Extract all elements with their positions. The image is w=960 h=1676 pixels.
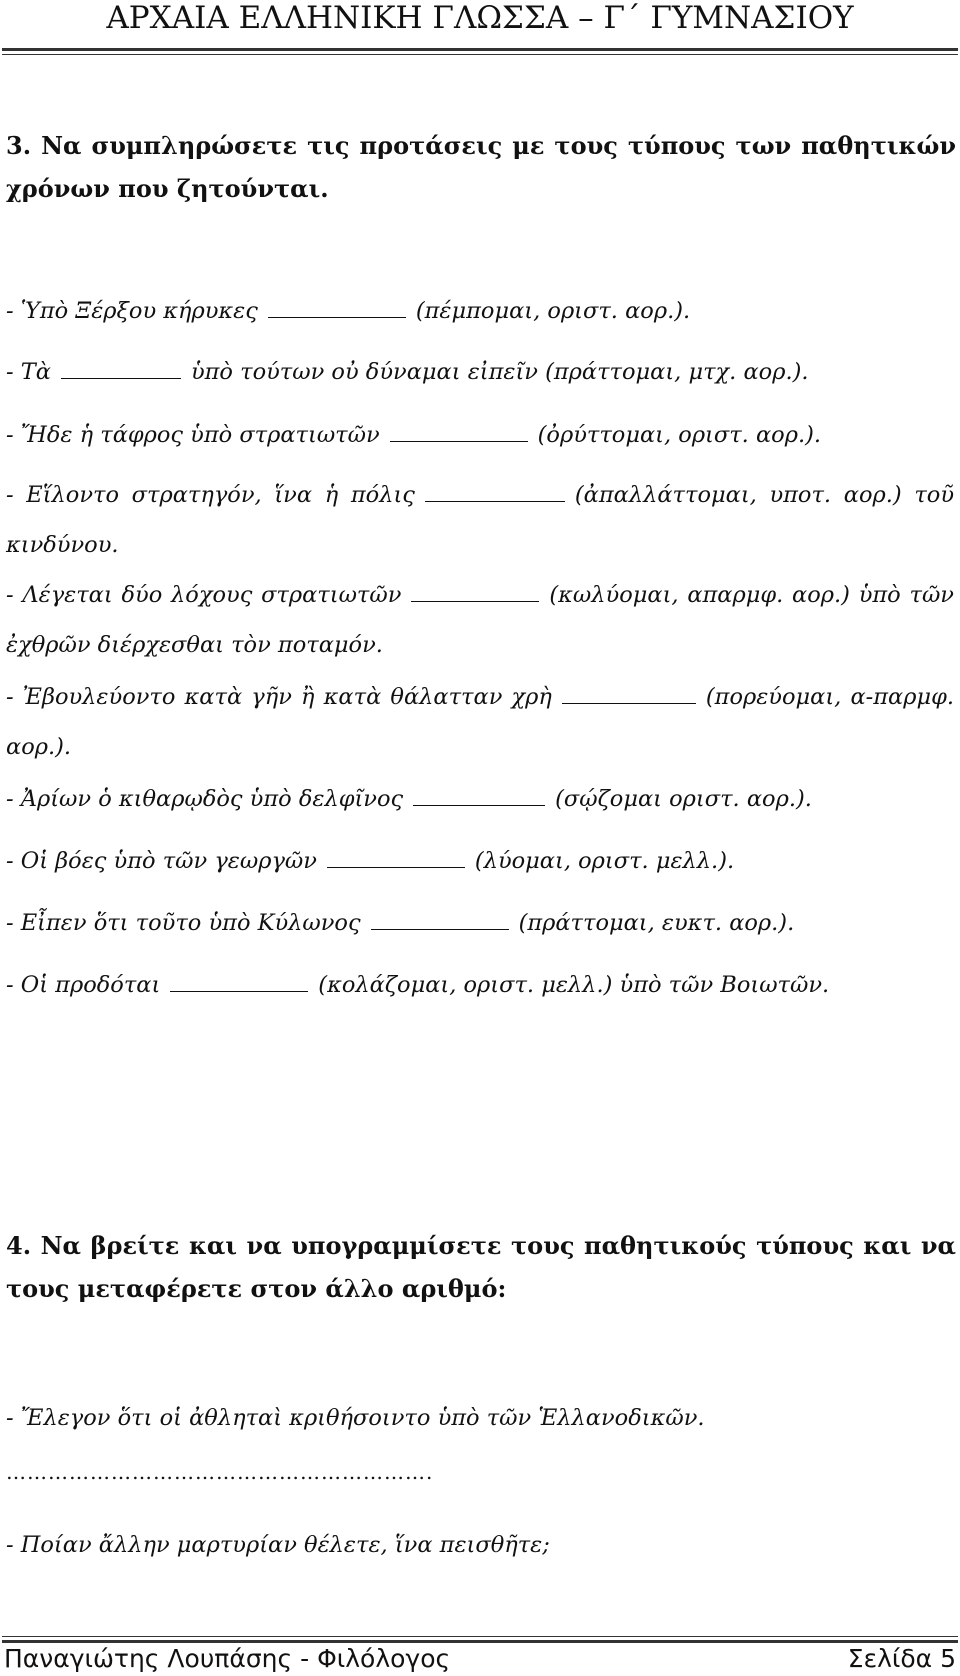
q3-line-8 xyxy=(6,836,954,886)
q3-line-2 xyxy=(6,347,954,397)
q3-line-5 xyxy=(6,570,954,670)
q3-line-9-before: - Εἶπεν ὅτι τοῦτο ὑπὸ Κύλωνος xyxy=(6,910,361,936)
q4-sentence-2: - Ποίαν ἄλλην μαρτυρίαν θέλετε, ἵνα πεισθῆτε; xyxy=(6,1532,550,1558)
q3-line-4 xyxy=(6,470,954,570)
q3-line-7 xyxy=(6,774,954,824)
header-rule-thin xyxy=(2,54,958,55)
q3-blank-3[interactable] xyxy=(390,417,528,442)
q3-blank-1[interactable] xyxy=(268,293,406,318)
q3-line-10 xyxy=(6,960,954,1010)
q3-line-2-before: - Τὰ xyxy=(6,359,51,385)
footer-author: Παναγιώτης Λουπάσης - Φιλόλογος xyxy=(4,1644,451,1673)
q3-line-1 xyxy=(6,286,954,336)
q4-answer-dots[interactable]: ……………………………………………………. xyxy=(6,1460,434,1484)
q3-blank-7[interactable] xyxy=(413,781,545,806)
q3-line-9 xyxy=(6,898,954,948)
q3-line-9-after: (πράττομαι, ευκτ. αορ.). xyxy=(518,910,795,936)
header-rule xyxy=(2,48,958,51)
q3-line-3-after: (ὀρύττομαι, οριστ. αορ.). xyxy=(537,422,822,448)
q3-line-5-before: - Λέγεται δύο λόχους στρατιωτῶν xyxy=(6,582,402,608)
q3-line-6-after: (πορεύομαι, α-παρμφ. αορ.). xyxy=(6,684,954,760)
q3-line-4-after: (ἀπαλλάττομαι, υποτ. αορ.) τοῦ κινδύνου. xyxy=(6,482,954,558)
q3-blank-8[interactable] xyxy=(327,843,465,868)
q3-line-8-after: (λύομαι, οριστ. μελλ.). xyxy=(474,848,735,874)
footer-rule-thin xyxy=(2,1636,958,1637)
q3-line-1-after: (πέμπομαι, οριστ. αορ.). xyxy=(415,298,691,324)
page-header-title: ΑΡΧΑΙΑ ΕΛΛΗΝΙΚΗ ΓΛΩΣΣΑ – Γ΄ ΓΥΜΝΑΣΙΟΥ xyxy=(106,0,854,36)
q3-line-2-after: ὑπὸ τούτων οὐ δύναμαι εἰπεῖν (πράττομαι, μτχ. αορ.). xyxy=(190,359,809,385)
q3-line-3-before: - Ἤδε ἡ τάφρος ὑπὸ στρατιωτῶν xyxy=(6,422,380,448)
q3-blank-2[interactable] xyxy=(61,354,181,379)
q3-line-5-after: (κωλύομαι, απαρμφ. αορ.) ὑπὸ τῶν ἐχθρῶν διέρχεσθαι τὸν ποταμόν. xyxy=(6,582,954,658)
question-3-title: 3. Να συμπληρώσετε τις προτάσεις με τους τύπους των παθητικών χρόνων που ζητούνται. xyxy=(6,131,956,203)
q3-line-6 xyxy=(6,672,954,772)
q3-blank-10[interactable] xyxy=(170,967,308,992)
question-4-title: 4. Να βρείτε και να υπογραμμίσετε τους παθητικούς τύπους και να τους μεταφέρετε στον άλλο αριθμό: xyxy=(6,1231,956,1303)
q3-line-1-before: - Ὑπὸ Ξέρξου κήρυκες xyxy=(6,298,258,324)
q3-line-3 xyxy=(6,410,954,460)
q3-line-7-after: (σῴζομαι οριστ. αορ.). xyxy=(555,786,812,812)
q3-blank-4[interactable] xyxy=(425,477,565,502)
q3-blank-9[interactable] xyxy=(371,905,509,930)
q3-line-8-before: - Οἱ βόες ὑπὸ τῶν γεωργῶν xyxy=(6,848,317,874)
q3-blank-5[interactable] xyxy=(411,577,539,602)
q3-line-6-before: - Ἐβουλεύοντο κατὰ γῆν ἢ κατὰ θάλατταν χρὴ xyxy=(6,684,552,710)
q3-blank-6[interactable] xyxy=(562,679,696,704)
q3-line-10-after: (κολάζομαι, οριστ. μελλ.) ὑπὸ τῶν Βοιωτῶν. xyxy=(318,972,830,998)
q3-line-10-before: - Οἱ προδόται xyxy=(6,972,161,998)
q4-sentence-1: - Ἔλεγον ὅτι οἱ ἀθληταὶ κριθήσοιντο ὑπὸ τῶν Ἑλλανοδικῶν. xyxy=(6,1405,705,1431)
footer-page-number: Σελίδα 5 xyxy=(847,1644,956,1673)
footer-rule xyxy=(2,1640,958,1643)
q3-line-7-before: - Ἀρίων ὁ κιθαρῳδὸς ὑπὸ δελφῖνος xyxy=(6,786,404,812)
q3-line-4-before: - Εἵλοντο στρατηγόν, ἵνα ἡ πόλις xyxy=(6,482,415,508)
